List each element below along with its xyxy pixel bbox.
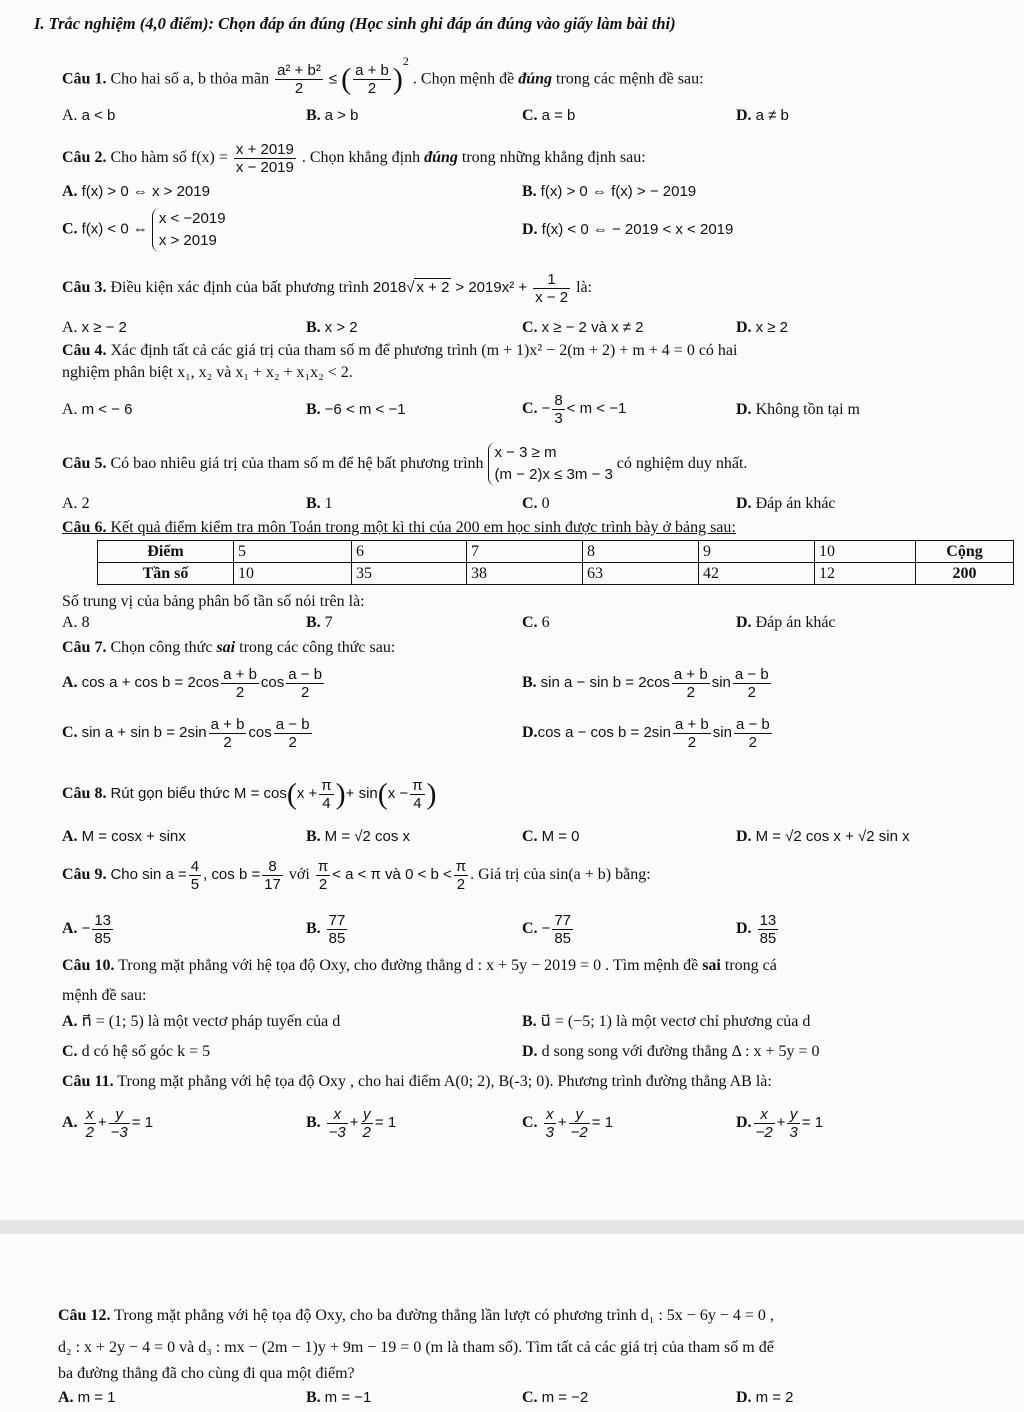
- q8-option-a[interactable]: A. M = cosx + sinx: [62, 828, 186, 845]
- question-9: Câu 9. Cho sin a = $\frac{4}{5}$ , cos b = $\frac{8}{17}$ với $\frac{\pi}{2}$ < a < π và 0 < b < $\frac{\pi}{2}$ . Giá trị của sin(a + b) bằng:: [62, 857, 651, 893]
- q1-f1-den: 2: [294, 80, 304, 98]
- question-1-label: Câu 1.: [62, 70, 107, 88]
- section-title: I. Trắc nghiệm (4,0 điểm): Chọn đáp án đúng (Học sinh ghi đáp án đúng vào giấy làm bài thi): [34, 14, 676, 33]
- question-3-tail: là:: [576, 279, 593, 296]
- q5-option-b[interactable]: B. 1: [306, 495, 333, 512]
- q12-option-d[interactable]: D. m = 2: [736, 1389, 794, 1406]
- q1-relation: ≤: [328, 70, 338, 88]
- q3-fraction: $\frac{1}{x - 2}$: [535, 270, 569, 306]
- question-4-line-2: nghiệm phân biệt x₁, x₂ và x₁ + x₂ + x₁x₂ < 2.: [62, 364, 353, 381]
- question-1-tail: trong các mệnh đề sau:: [556, 70, 704, 88]
- question-6-prompt: Số trung vị của bảng phân bố tần số nói trên là:: [62, 593, 365, 610]
- q3-expr: > 2019x² +: [455, 279, 528, 296]
- q4-option-d[interactable]: D. Không tồn tại m: [736, 401, 860, 418]
- q11-option-d[interactable]: D. $\frac{x}{-2}$ + $\frac{y}{3}$ = 1: [736, 1105, 824, 1141]
- question-1-pre: Cho hai số a, b thỏa mãn: [110, 70, 270, 88]
- question-1-post: . Chọn mệnh đề: [412, 70, 515, 88]
- question-12-line-3: ba đường thẳng đã cho cùng đi qua một điểm?: [58, 1365, 355, 1382]
- q12-option-c[interactable]: C. m = −2: [522, 1389, 589, 1406]
- q1-fraction-2: [353, 62, 391, 97]
- q10-option-c[interactable]: C. d có hệ số góc k = 5: [62, 1043, 211, 1060]
- q3-coef: 2018: [372, 279, 407, 296]
- q6-option-c[interactable]: C. 6: [522, 614, 550, 631]
- q6-option-d[interactable]: D. Đáp án khác: [736, 614, 836, 631]
- q7-option-c[interactable]: C. sin a + sin b = 2sin $\frac{a + b}{2}$ cos $\frac{a - b}{2}$: [62, 715, 310, 751]
- q2-option-d[interactable]: D. f(x) < 0 ⇔ − 2019 < x < 2019: [522, 221, 734, 238]
- q4-option-a[interactable]: A. m < − 6: [62, 401, 133, 418]
- question-8: Câu 8. Rút gọn biểu thức M = cos(x + $\frac{\pi}{4}$ )+ sin(x − $\frac{\pi}{4}$ ): [62, 776, 437, 812]
- q3-option-a[interactable]: A. x ≥ − 2: [62, 319, 127, 336]
- q6-option-a[interactable]: A. 8: [62, 614, 90, 631]
- q1-f1-num: a² + b²: [277, 62, 321, 80]
- question-10-line-1: Câu 10. Trong mặt phẳng với hệ tọa độ Oxy, cho đường thẳng d : x + 5y − 2019 = 0 . Tìm mệnh đề sai trong cá: [62, 957, 777, 974]
- q8-option-b[interactable]: B. M = √2 cos x: [306, 828, 411, 845]
- question-3: Câu 3. Điều kiện xác định của bất phương trình 2018√ x + 2 > 2019x² + $\frac{1}{x - 2}$ là:: [62, 270, 593, 306]
- q9-option-c[interactable]: C. − $\frac{77}{85}$: [522, 911, 572, 947]
- q6-option-b[interactable]: B. 7: [306, 614, 333, 631]
- q8-option-c[interactable]: C. M = 0: [522, 828, 580, 845]
- q7-option-b[interactable]: B. sin a − sin b = 2cos $\frac{a + b}{2}$ sin $\frac{a - b}{2}$: [522, 665, 769, 701]
- table-row: Điểm 5 6 7 8 9 10 Cộng: [98, 541, 1014, 563]
- q5-option-c[interactable]: C. 0: [522, 495, 550, 512]
- q2-option-c[interactable]: C. f(x) < 0 ⇔ x < −2019 x > 2019: [62, 208, 226, 252]
- question-2-tail: trong những khẳng định sau:: [461, 149, 646, 166]
- q9-option-d[interactable]: D. $\frac{13}{85}$: [736, 911, 777, 947]
- question-12-line-2: d₂ : x + 2y − 4 = 0 và d₃ : mx − (2m − 1)y + 9m − 19 = 0 (m là tham số). Tìm tất cả các giá trị của tham số m để: [58, 1339, 774, 1356]
- q2-fraction: [234, 141, 296, 176]
- frequency-table: [97, 540, 1014, 585]
- q4-option-c[interactable]: C. − $\frac{8}{3}$ < m < −1: [522, 391, 627, 427]
- q12-option-a[interactable]: A. m = 1: [58, 1389, 116, 1406]
- question-12-line-1: Câu 12. Trong mặt phẳng với hệ tọa độ Oxy, cho ba đường thẳng lần lượt có phương trình d₁ : 5x − 6y − 4 = 0 ,: [58, 1307, 774, 1324]
- q10-option-b[interactable]: B. u⃗ = (−5; 1) là một vectơ chỉ phương của d: [522, 1013, 811, 1030]
- question-2-post: . Chọn khẳng định: [301, 149, 421, 166]
- q2-option-b[interactable]: B. f(x) > 0 ⇔ f(x) > − 2019: [522, 183, 697, 200]
- question-2: [62, 140, 646, 176]
- q4-option-b[interactable]: B. −6 < m < −1: [306, 401, 406, 418]
- q9-option-b[interactable]: B. $\frac{77}{85}$: [306, 911, 346, 947]
- q2-option-a[interactable]: A. f(x) > 0 ⇔ x > 2019: [62, 183, 210, 200]
- question-7: Câu 7. Chọn công thức sai trong các công thức sau:: [62, 639, 396, 656]
- question-3-label: Câu 3.: [62, 279, 107, 296]
- q1-f2-den: 2: [367, 80, 377, 98]
- q1-f2-num: a + b: [355, 62, 389, 80]
- question-6: Câu 6. Kết quả điểm kiểm tra môn Toán trong một kì thi của 200 em học sinh được trình bày ở bảng sau:: [62, 519, 736, 536]
- question-5: Câu 5. Có bao nhiêu giá trị của tham số m để hệ bất phương trình x − 3 ≥ m (m − 2)x ≤ 3m − 3 có nghiệm duy nhất.: [62, 442, 747, 486]
- q10-option-a[interactable]: A. n⃗ = (1; 5) là một vectơ pháp tuyến của d: [62, 1013, 341, 1030]
- question-4-line-1: Câu 4. Xác định tất cả các giá trị của tham số m để phương trình (m + 1)x² − 2(m + 2) + m + 4 = 0 có hai: [62, 342, 738, 359]
- page-divider: [0, 1220, 1024, 1234]
- q5-option-a[interactable]: A. 2: [62, 495, 90, 512]
- q5-option-d[interactable]: D. Đáp án khác: [736, 495, 836, 512]
- question-10-line-2: mệnh đề sau:: [62, 987, 147, 1004]
- q3-option-b[interactable]: B. x > 2: [306, 319, 358, 336]
- q10-option-d[interactable]: D. d song song với đường thẳng Δ : x + 5y = 0: [522, 1043, 820, 1060]
- table-row: Tần số 10 35 38 63 42 12 200: [98, 563, 1014, 585]
- q1-fraction-1: [275, 62, 323, 97]
- q5-system-brace: x − 3 ≥ m (m − 2)x ≤ 3m − 3: [488, 442, 613, 486]
- question-2-label: Câu 2.: [62, 149, 107, 166]
- q1-option-c[interactable]: C. a = b: [522, 107, 576, 124]
- q8-option-d[interactable]: D. M = √2 cos x + √2 sin x: [736, 828, 910, 845]
- q2-num: x + 2019: [235, 140, 294, 158]
- q1-square: 2: [402, 54, 409, 68]
- q3-option-d[interactable]: D. x ≥ 2: [736, 319, 788, 336]
- q1-option-b[interactable]: B. a > b: [306, 107, 359, 124]
- q7-option-d[interactable]: D.cos a − cos b = 2sin $\frac{a + b}{2}$ sin $\frac{a - b}{2}$: [522, 715, 770, 751]
- question-2-bold: đúng: [424, 149, 458, 166]
- q11-option-a[interactable]: A. $\frac{x}{2}$ + $\frac{y}{-3}$ = 1: [62, 1105, 154, 1141]
- q2-c-brace: x < −2019 x > 2019: [152, 208, 226, 252]
- q1-option-d[interactable]: D. a ≠ b: [736, 107, 789, 124]
- q11-option-c[interactable]: C. $\frac{x}{3}$ + $\frac{y}{-2}$ = 1: [522, 1105, 614, 1141]
- question-2-pre: Cho hàm số f(x) =: [110, 149, 228, 166]
- q1-option-a[interactable]: A. a < b: [62, 107, 116, 124]
- q3-option-c[interactable]: C. x ≥ − 2 và x ≠ 2: [522, 319, 644, 336]
- q3-radicand: x + 2: [416, 279, 450, 296]
- question-11: Câu 11. Trong mặt phẳng với hệ tọa độ Oxy , cho hai điểm A(0; 2), B(-3; 0). Phương trình đường thẳng AB là:: [62, 1073, 772, 1090]
- q11-option-b[interactable]: B. $\frac{x}{-3}$ + $\frac{y}{2}$ = 1: [306, 1105, 397, 1141]
- question-1-bold: đúng: [518, 70, 553, 88]
- q9-option-a[interactable]: A. − $\frac{13}{85}$: [62, 911, 112, 947]
- q7-option-a[interactable]: A. cos a + cos b = 2cos $\frac{a + b}{2}$ cos $\frac{a - b}{2}$: [62, 665, 323, 701]
- q2-den: x − 2019: [235, 158, 294, 176]
- question-3-pre: Điều kiện xác định của bất phương trình: [110, 279, 369, 296]
- question-1: Câu 1. Cho hai số a, b thỏa mãn $\frac{\text{a² + b²}}{2}$ ≤ ( $\frac{a + b}{2}$ )$^2$ . Chọn mệnh đề đúng trong các mệnh đề sau:: [62, 54, 704, 98]
- q12-option-b[interactable]: B. m = −1: [306, 1389, 372, 1406]
